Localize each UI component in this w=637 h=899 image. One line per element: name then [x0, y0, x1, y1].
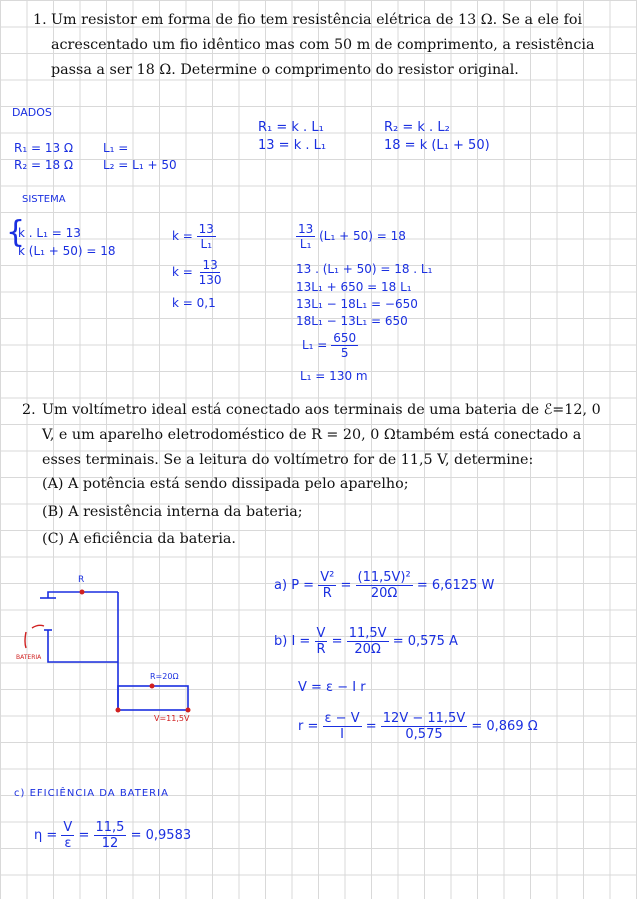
- sistema-s6: L₁ = $\frac{650}{5}$: [302, 331, 357, 360]
- dados-r1: R₁ = 13 Ω: [14, 141, 74, 155]
- circuit-v-label: V=11,5V: [154, 714, 190, 723]
- sistema-line2: k (L₁ + 50) = 18: [18, 244, 116, 258]
- circuit-r20-label: R=20Ω: [150, 672, 179, 681]
- sistema-s7: L₁ = 130 m: [300, 369, 368, 383]
- question-number: 2.: [22, 402, 36, 418]
- sistema-s3: 13L₁ + 650 = 18 L₁: [296, 280, 412, 294]
- part-c-title: c) EFICIÊNCIA DA BATERIA: [14, 788, 169, 799]
- question-text: Um voltímetro ideal está conectado aos terminais de uma bateria de ℰ=12, 0 V, e um aparelho eletrodoméstico de R = 20, 0 Ωtambém está conectado a esses terminais. Se a leitura do voltímetro for de 11,5 V, determine:: [42, 402, 601, 468]
- sistema-s2: 13 . (L₁ + 50) = 18 . L₁: [296, 262, 433, 276]
- sistema-s4: 13L₁ − 18L₁ = −650: [296, 297, 418, 311]
- sistema-brace: {: [6, 215, 26, 250]
- circuit-r-label: R: [78, 575, 85, 585]
- option-c: (C) A eficiência da bateria.: [42, 531, 236, 547]
- part-b-v-eq: V = ε − I r: [298, 680, 366, 695]
- dados-eq2b: 18 = k (L₁ + 50): [384, 138, 490, 153]
- part-b-r: r = $\frac{\varepsilon - V}{I}$ = $\frac{12V - 11,5V}{0,575}$ = 0,869 Ω: [298, 711, 538, 742]
- sistema-title: SISTEMA: [22, 194, 66, 205]
- dados-r2: R₂ = 18 Ω: [14, 158, 74, 172]
- sistema-s5: 18L₁ − 13L₁ = 650: [296, 314, 408, 328]
- question-number: 1.: [33, 12, 47, 28]
- sistema-k1: k = $\frac{13}{\text{L₁}}$: [172, 222, 214, 251]
- dados-eq1a: R₁ = k . L₁: [258, 120, 324, 135]
- sistema-line1: k . L₁ = 13: [18, 226, 81, 240]
- dados-l1: L₁ =: [103, 141, 129, 155]
- option-b: (B) A resistência interna da bateria;: [42, 504, 303, 520]
- dados-l2: L₂ = L₁ + 50: [103, 158, 177, 172]
- sistema-k2: k = $\frac{13}{130}$: [172, 258, 222, 287]
- sistema-k3: k = 0,1: [172, 296, 216, 310]
- part-a: a) P = $\frac{\text{V²}}{R}$ = $\frac{\text{(11,5V)²}}{20\Omega}$ = 6,6125 W: [274, 570, 495, 601]
- circuit-bateria-label: BATERIA: [16, 654, 42, 661]
- dados-eq2a: R₂ = k . L₂: [384, 120, 450, 135]
- question-text: Um resistor em forma de fio tem resistência elétrica de 13 Ω. Se a ele foi acrescentado um fio idêntico mas com 50 m de comprimento, a resistência passa a ser 18 Ω. Determine o comprimento do resistor original.: [51, 12, 595, 78]
- dados-eq1b: 13 = k . L₁: [258, 138, 327, 153]
- part-b: b) I = $\frac{V}{R}$ = $\frac{11,5V}{20\Omega}$ = 0,575 A: [274, 626, 458, 657]
- option-a: (A) A potência está sendo dissipada pelo aparelho;: [42, 476, 409, 492]
- part-c: η = $\frac{V}{\varepsilon}$ = $\frac{11,5}{12}$ = 0,9583: [34, 820, 192, 851]
- dados-title: DADOS: [12, 106, 52, 119]
- sistema-s1: $\frac{13}{\text{L₁}}$ (L₁ + 50) = 18: [298, 222, 406, 251]
